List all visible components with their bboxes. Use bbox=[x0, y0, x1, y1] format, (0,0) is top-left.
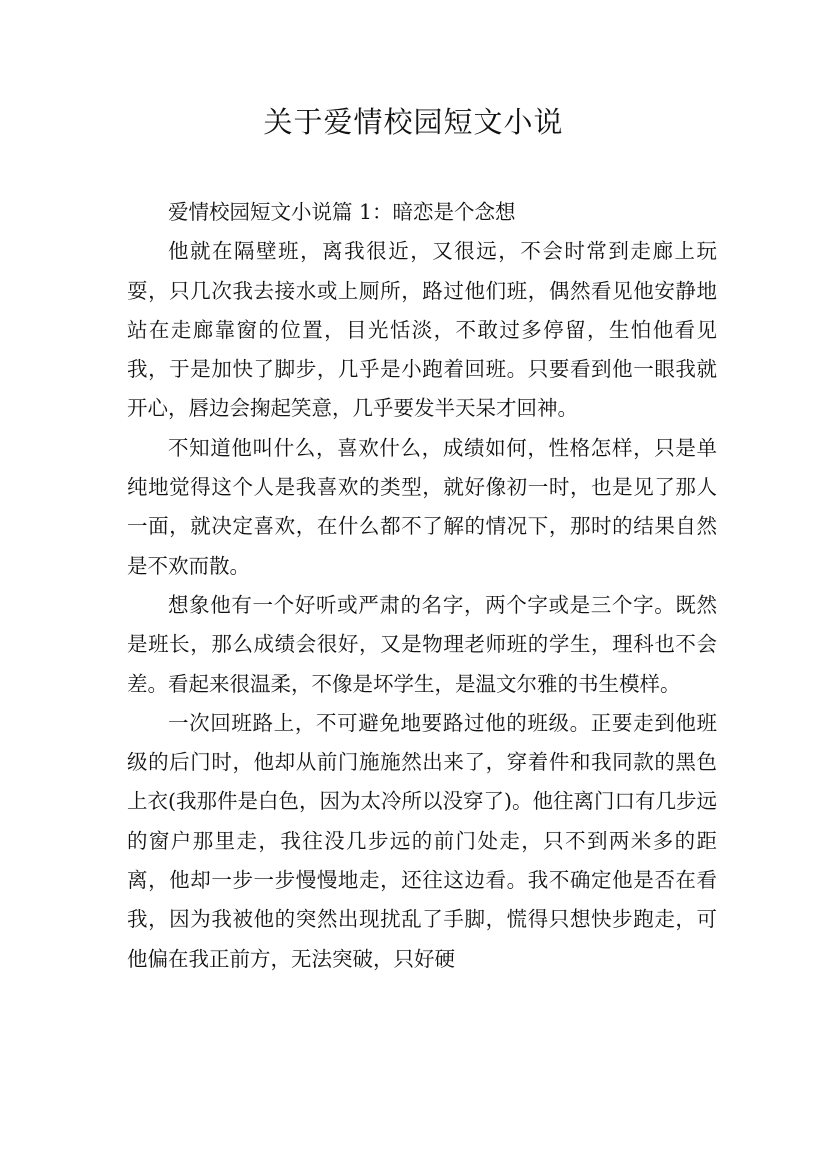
document-body bbox=[127, 193, 717, 979]
paragraph: 想象他有一个好听或严肃的名字，两个字或是三个字。既然是班长，那么成绩会很好，又是物理老师班的学生，理科也不会差。看起来很温柔，不像是坏学生，是温文尔雅的书生模样。 bbox=[127, 592, 717, 696]
document-title: 关于爱情校园短文小说 bbox=[263, 105, 564, 139]
paragraph: 不知道他叫什么，喜欢什么，成绩如何，性格怎样，只是单纯地觉得这个人是我喜欢的类型，就好像初一时，也是见了那人一面，就决定喜欢，在什么都不了解的情况下，那时的结果自然是不欢而散。 bbox=[127, 435, 717, 578]
section-heading: 爱情校园短文小说篇 1：暗恋是个念想 bbox=[168, 200, 516, 224]
paragraph: 他就在隔壁班，离我很近，又很远，不会时常到走廊上玩耍，只几次我去接水或上厕所，路过他们班，偶然看见他安静地站在走廊靠窗的位置，目光恬淡，不敢过多停留，生怕他看见我，于是加快了脚步，几乎是小跑着回班。只要看到他一眼我就开心，唇边会掬起笑意，几乎要发半天呆才回神。 bbox=[127, 239, 717, 421]
paragraph: 一次回班路上，不可避免地要路过他的班级。正要走到他班级的后门时，他却从前门施施然出来了，穿着件和我同款的黑色上衣(我那件是白色，因为太冷所以没穿了)。他往离门口有几步远的窗户那里走，我往没几步远的前门处走，只不到两米多的距离，他却一步一步慢慢地走，还往这边看。我不确定他是否在看我，因为我被他的突然出现扰乱了手脚，慌得只想快步跑走，可他偏在我正前方，无法突破，只好硬 bbox=[127, 710, 717, 971]
